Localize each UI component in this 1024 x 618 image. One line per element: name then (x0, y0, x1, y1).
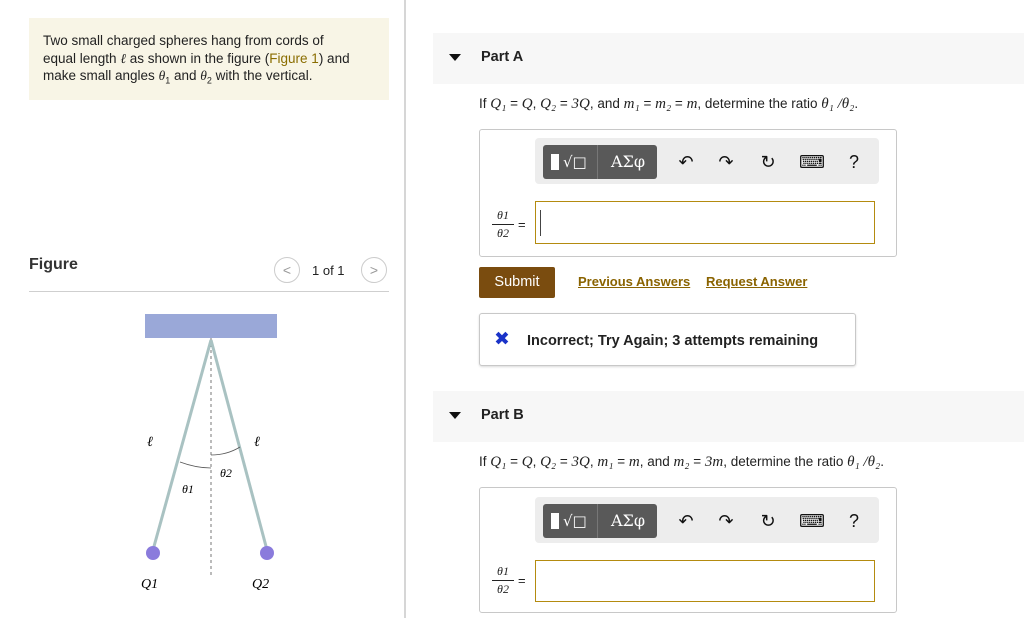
figure-divider (29, 291, 389, 292)
prev-figure-button[interactable]: < (274, 257, 300, 283)
part-b-question (479, 454, 884, 471)
problem-text: with the vertical. (211, 68, 313, 83)
part-b-title: Part B (481, 407, 524, 423)
collapse-triangle-icon[interactable] (449, 54, 461, 61)
label-theta2: θ2 (220, 466, 232, 480)
next-figure-button[interactable]: > (361, 257, 387, 283)
reset-icon[interactable]: ↻ (760, 511, 776, 531)
symbol-q2: Q₂ (540, 454, 557, 470)
sqrt-icon: √□ (563, 512, 587, 530)
symbol-m2: m₂ (655, 96, 672, 112)
symbol-m: m (628, 454, 640, 470)
angle-arc-theta1 (180, 462, 211, 468)
part-b-answer-box (479, 487, 897, 613)
question-text: , (532, 96, 541, 111)
fraction-denominator: θ2 (497, 226, 509, 240)
undo-icon[interactable]: ↶ (678, 152, 694, 172)
symbol-q: Q (521, 96, 533, 112)
symbol-q: Q (521, 454, 533, 470)
templates-button[interactable] (543, 145, 598, 179)
label-q1: Q1 (141, 577, 159, 592)
fraction-numerator: θ1 (492, 208, 514, 225)
symbol-q1: Q₁ (490, 96, 507, 112)
question-text: = (506, 96, 522, 111)
label-ell-right: ℓ (254, 435, 260, 450)
subscript: 1 (165, 75, 171, 86)
subscript: 2 (206, 75, 212, 86)
question-text: = (613, 454, 629, 469)
question-text: . (880, 454, 884, 469)
question-text: = (556, 454, 572, 469)
question-text: , (589, 454, 598, 469)
symbol-theta: θ (200, 68, 207, 83)
help-icon[interactable]: ? (848, 152, 859, 172)
keyboard-icon[interactable]: ⌨ (799, 152, 825, 172)
figure-title: Figure (29, 256, 78, 273)
part-a-answer-input[interactable] (535, 201, 875, 244)
fraction-label (492, 208, 514, 241)
math-toolbar (535, 497, 879, 543)
column-divider (404, 0, 406, 618)
part-b-header[interactable] (433, 391, 1024, 442)
question-text: , and (639, 454, 674, 469)
block-icon (551, 513, 559, 529)
fraction-numerator: θ1 (492, 564, 514, 581)
symbol-m1: m₁ (623, 96, 640, 112)
feedback-box (479, 313, 856, 366)
incorrect-icon: ✖ (494, 329, 510, 350)
question-text: = (671, 96, 687, 111)
text-caret (540, 210, 541, 236)
sphere-q2 (260, 546, 274, 560)
question-text: , (532, 454, 541, 469)
question-text: . (854, 96, 859, 111)
problem-text: make small angles (43, 68, 159, 83)
equals-sign: = (518, 573, 526, 588)
problem-text: as shown in the figure ( (125, 50, 270, 66)
fraction-label (492, 564, 514, 597)
question-text: If (479, 96, 491, 111)
feedback-message: Incorrect; Try Again; 3 attempts remaining (527, 333, 819, 349)
ceiling-support (145, 314, 277, 338)
left-panel (0, 0, 404, 618)
redo-icon[interactable]: ↷ (718, 511, 734, 531)
reset-icon[interactable]: ↻ (760, 152, 776, 172)
question-text: If (479, 454, 491, 469)
question-text: , determine the ratio (723, 454, 848, 469)
label-theta1: θ1 (182, 482, 194, 496)
pendulum-figure (100, 300, 340, 600)
symbol-ell: ℓ (120, 50, 126, 66)
problem-line-3 (43, 67, 375, 90)
label-q2: Q2 (252, 577, 270, 592)
symbol-m1: m₁ (597, 454, 614, 470)
sqrt-icon: √□ (563, 153, 587, 171)
greek-symbols-button[interactable]: ΑΣφ (610, 152, 646, 171)
part-a-answer-box (479, 129, 897, 257)
block-icon (551, 154, 559, 170)
symbol-ratio: θ₁ /θ₂ (847, 454, 881, 470)
label-ell-left: ℓ (147, 435, 153, 450)
keyboard-icon[interactable]: ⌨ (799, 511, 825, 531)
symbol-q2: Q₂ (540, 96, 557, 112)
left-cord (153, 340, 211, 550)
symbol-m2: m₂ (673, 454, 690, 470)
problem-statement (29, 18, 389, 100)
problem-line-1 (43, 32, 375, 50)
templates-button[interactable] (543, 504, 598, 538)
redo-icon[interactable]: ↷ (718, 152, 734, 172)
question-text: , and (589, 96, 624, 111)
symbol-3q: 3Q (571, 454, 590, 470)
question-text: , determine the ratio (697, 96, 822, 111)
part-a-question (479, 96, 858, 113)
question-text: = (556, 96, 572, 111)
symbol-3q: 3Q (571, 96, 590, 112)
symbol-ratio: θ₁ /θ₂ (821, 96, 855, 112)
submit-button[interactable]: Submit (479, 267, 555, 298)
problem-text: equal length (43, 50, 121, 66)
request-answer-link[interactable]: Request Answer (706, 274, 808, 289)
symbol-q1: Q₁ (490, 454, 507, 470)
angle-arc-theta2 (211, 447, 240, 455)
equals-sign: = (518, 217, 526, 232)
math-toolbar (535, 138, 879, 184)
symbol-m: m (686, 96, 698, 112)
fraction-denominator: θ2 (497, 582, 509, 596)
part-a-title: Part A (481, 49, 524, 65)
question-text: = (639, 96, 656, 111)
sphere-q1 (146, 546, 160, 560)
greek-symbols-button[interactable]: ΑΣφ (610, 511, 646, 530)
question-text: = (689, 454, 705, 469)
collapse-triangle-icon[interactable] (449, 412, 461, 419)
template-tools (543, 504, 657, 538)
symbol-3m: 3m (704, 454, 724, 470)
problem-text: ) and (318, 50, 350, 66)
part-a-header[interactable] (433, 33, 1024, 84)
problem-text: and (170, 68, 201, 83)
problem-line-2 (43, 50, 375, 68)
symbol-theta: θ (158, 68, 166, 83)
template-tools (543, 145, 657, 179)
figure-link[interactable]: Figure 1 (269, 50, 319, 66)
figure-pager-text: 1 of 1 (312, 263, 345, 278)
problem-text: Two small charged spheres hang from cords of (43, 33, 324, 48)
help-icon[interactable]: ? (848, 511, 859, 531)
undo-icon[interactable]: ↶ (678, 511, 694, 531)
question-text: = (506, 454, 522, 469)
previous-answers-link[interactable]: Previous Answers (578, 274, 691, 289)
part-b-answer-input[interactable] (535, 560, 875, 602)
